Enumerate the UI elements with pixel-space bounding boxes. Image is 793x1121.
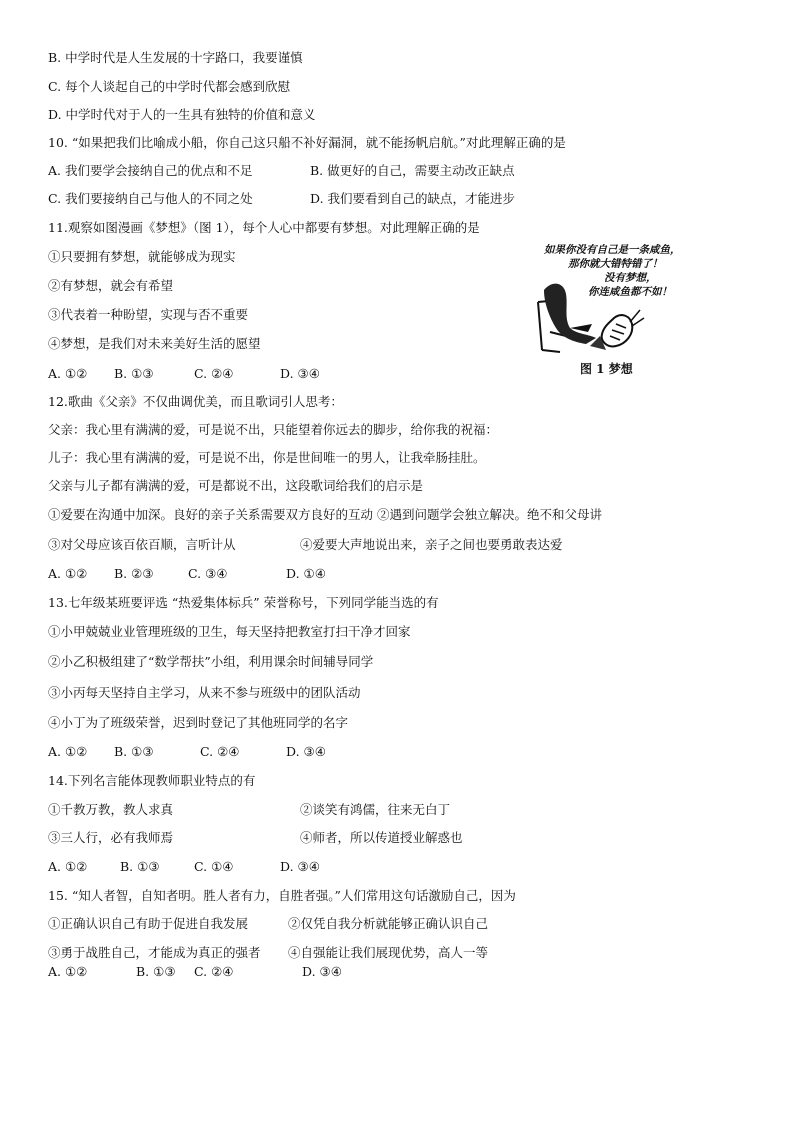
q15-stem: 15. “知人者智，自知者明。胜人者有力，自胜者强。”人们常用这句话激励自己，因为 [48,888,516,903]
q15-statement-1: ①正确认识自己有助于促进自我发展 [48,916,249,931]
q11-statement-4: ④梦想，是我们对未来美好生活的愿望 [48,336,261,351]
q11-choice-d: D. ③④ [280,366,320,381]
q13-choice-b: B. ①③ [114,744,154,759]
comic-text-line-2: 那你就大错特错了！ [568,258,663,270]
q11-statement-2: ②有梦想，就会有希望 [48,278,174,293]
comic-illustration [530,272,650,362]
q13-statement-2: ②小乙积极组建了“数学帮扶”小组，利用课余时间辅导同学 [48,654,374,669]
q14-choice-b: B. ①③ [120,859,160,874]
q15-choice-b: B. ①③ [136,964,176,979]
q11-choice-c: C. ②④ [194,366,234,381]
q12-choice-d: D. ①④ [286,566,326,581]
comic-text-line-3: 没有梦想， [604,272,657,284]
q14-statement-3: ③三人行，必有我师焉 [48,830,174,845]
q12-lyric-father: 父亲：我心里有满满的爱，可是说不出，只能望着你远去的脚步，给你我的祝福： [48,422,499,437]
q10-option-a: A. 我们要学会接纳自己的优点和不足 [48,163,253,178]
q15-choice-a: A. ①② [48,964,88,979]
q12-stem: 12.歌曲《父亲》不仅曲调优美，而且歌词引人思考： [48,394,343,409]
q11-stem: 11.观察如图漫画《梦想》（图 1），每个人心中都要有梦想。对此理解正确的是 [48,220,480,235]
q10-option-b: B. 做更好的自己，需要主动改正缺点 [310,163,515,178]
q11-statement-3: ③代表着一种盼望，实现与否不重要 [48,307,249,322]
q12-statements-1-2: ①爱要在沟通中加深。良好的亲子关系需要双方良好的互动 ②遇到问题学会独立解决。绝不和父母讲 [48,507,602,522]
q11-choice-b: B. ①③ [114,366,154,381]
q13-statement-3: ③小丙每天坚持自主学习，从来不参与班级中的团队活动 [48,685,361,700]
q12-statement-3: ③对父母应该百依百顺，言听计从 [48,537,236,552]
q14-choice-c: C. ①④ [194,859,234,874]
q12-choice-c: C. ③④ [188,566,228,581]
q14-statement-4: ④师者，所以传道授业解惑也 [300,830,463,845]
comic-text-line-4: 你连咸鱼都不如！ [588,286,672,298]
q11-statement-1: ①只要拥有梦想，就能够成为现实 [48,249,236,264]
q11-choice-a: A. ①② [48,366,88,381]
q14-statement-1: ①千教万教，教人求真 [48,802,174,817]
q12-lyric-son: 儿子：我心里有满满的爱，可是说不出，你是世间唯一的男人，让我牵肠挂肚。 [48,450,486,465]
q9-option-b: B. 中学时代是人生发展的十字路口，我要谨慎 [48,50,303,65]
q13-choice-a: A. ①② [48,744,88,759]
q9-option-d: D. 中学时代对于人的一生具有独特的价值和意义 [48,107,316,122]
figure-caption: 图 1 梦想 [580,362,633,376]
q13-stem: 13.七年级某班要评选 “热爱集体标兵” 荣誉称号，下列同学能当选的有 [48,595,439,610]
q15-choice-c: C. ②④ [194,964,234,979]
q12-question: 父亲与儿子都有满满的爱，可是都说不出，这段歌词给我们的启示是 [48,478,424,493]
comic-text-line-1: 如果你没有自己是一条咸鱼， [544,244,681,256]
q12-choice-a: A. ①② [48,566,88,581]
q15-statement-4: ④自强能让我们展现优势，高人一等 [288,945,489,960]
q13-statement-4: ④小丁为了班级荣誉，迟到时登记了其他班同学的名字 [48,715,349,730]
q10-stem: 10. “如果把我们比喻成小船，你自己这只船不补好漏洞，就不能扬帆启航。”对此理解正确的是 [48,135,566,150]
q14-stem: 14.下列名言能体现教师职业特点的有 [48,773,256,788]
q14-statement-2: ②谈笑有鸿儒，往来无白丁 [300,802,451,817]
q15-choice-d: D. ③④ [302,964,342,979]
q13-choice-c: C. ②④ [200,744,240,759]
q15-statement-2: ②仅凭自我分析就能够正确认识自己 [288,916,489,931]
q10-option-c: C. 我们要接纳自己与他人的不同之处 [48,191,253,206]
q12-choice-b: B. ②③ [114,566,154,581]
q14-choice-d: D. ③④ [280,859,320,874]
q12-statement-4: ④爱要大声地说出来，亲子之间也要勇敢表达爱 [300,537,563,552]
q14-choice-a: A. ①② [48,859,88,874]
q13-choice-d: D. ③④ [286,744,326,759]
comic-figure [530,242,698,382]
q13-statement-1: ①小甲兢兢业业管理班级的卫生，每天坚持把教室打扫干净才回家 [48,624,411,639]
q10-option-d: D. 我们要看到自己的缺点，才能进步 [310,191,516,206]
q9-option-c: C. 每个人谈起自己的中学时代都会感到欣慰 [48,79,291,94]
q15-statement-3: ③勇于战胜自己，才能成为真正的强者 [48,945,261,960]
